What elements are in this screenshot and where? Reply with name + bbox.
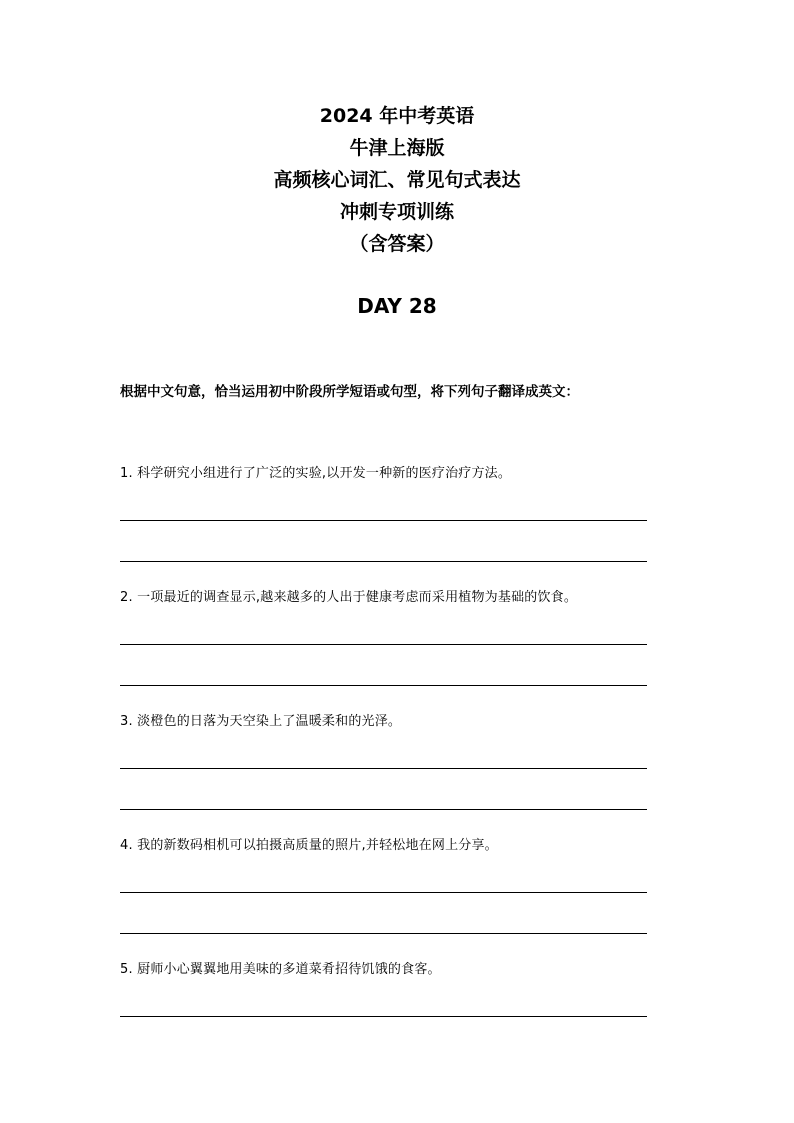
- answer-line-4b[interactable]: [120, 933, 647, 934]
- answer-line-5a[interactable]: [120, 1016, 647, 1017]
- question-1: 1. 科学研究小组进行了广泛的实验,以开发一种新的医疗治疗方法。: [120, 466, 512, 481]
- answer-line-3b[interactable]: [120, 809, 647, 810]
- title-edition: 牛津上海版: [349, 137, 445, 159]
- question-5: 5. 厨师小心翼翼地用美味的多道菜肴招待饥饿的食客。: [120, 962, 441, 977]
- title-answers-note: （含答案）: [349, 233, 445, 255]
- instruction-text: 根据中文句意，恰当运用初中阶段所学短语或句型，将下列句子翻译成英文：: [120, 384, 579, 400]
- answer-line-3a[interactable]: [120, 768, 647, 769]
- answer-line-2a[interactable]: [120, 644, 647, 645]
- document-title-block: [0, 100, 794, 260]
- answer-line-2b[interactable]: [120, 685, 647, 686]
- answer-line-1a[interactable]: [120, 520, 647, 521]
- answer-line-1b[interactable]: [120, 561, 647, 562]
- question-4: 4. 我的新数码相机可以拍摄高质量的照片,并轻松地在网上分享。: [120, 838, 498, 853]
- day-heading: DAY 28: [357, 294, 437, 318]
- title-topic: 高频核心词汇、常见句式表达: [273, 169, 521, 191]
- title-year-subject: 2024 年中考英语: [319, 105, 475, 127]
- question-2: 2. 一项最近的调查显示,越来越多的人出于健康考虑而采用植物为基础的饮食。: [120, 590, 578, 605]
- question-3: 3. 淡橙色的日落为天空染上了温暖柔和的光泽。: [120, 714, 402, 729]
- answer-line-4a[interactable]: [120, 892, 647, 893]
- title-training: 冲刺专项训练: [339, 201, 454, 223]
